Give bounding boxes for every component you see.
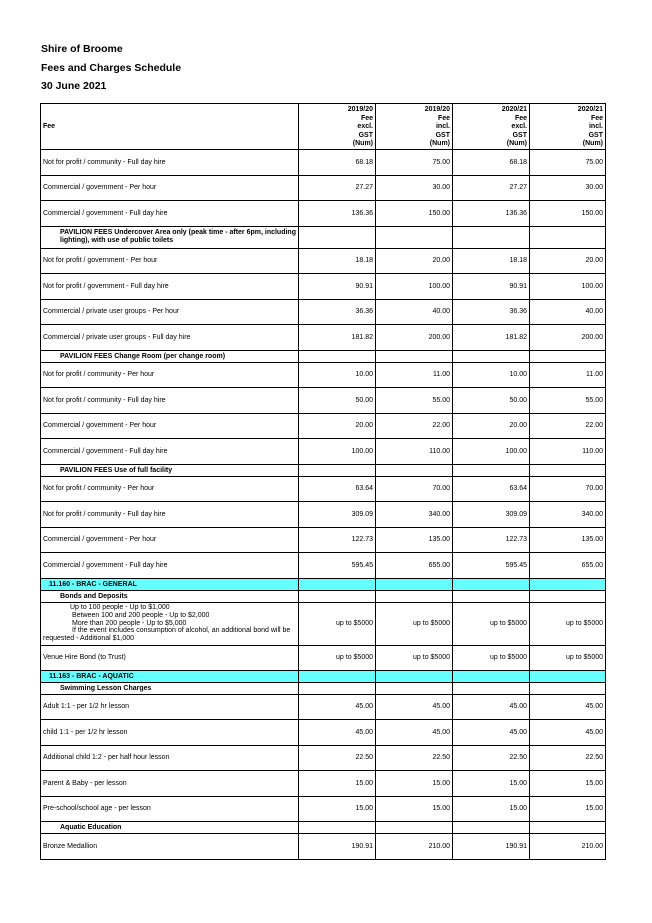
fee-2019-20-incl: 45.00 <box>376 720 453 746</box>
table-row <box>41 645 606 670</box>
fee-label: Commercial / government - Per hour <box>41 175 299 201</box>
subheading-row <box>41 226 606 248</box>
table-row <box>41 502 606 528</box>
fee-label: Not for profit / community - Full day hire <box>41 502 299 528</box>
fee-2019-20-excl: 190.91 <box>299 834 376 860</box>
header-line: (Num) <box>352 140 373 148</box>
subheading-row <box>41 682 606 694</box>
fee-label: Commercial / private user groups - Full day hire <box>41 325 299 351</box>
subheading-row <box>41 590 606 602</box>
table-row <box>41 299 606 325</box>
fee-2019-20-excl: 15.00 <box>299 796 376 822</box>
fee-2020-21-excl: 181.82 <box>453 325 530 351</box>
document-header <box>41 40 181 96</box>
fee-2020-21-excl: 45.00 <box>453 694 530 720</box>
fee-2019-20-excl: 68.18 <box>299 150 376 176</box>
fee-2020-21-incl: 40.00 <box>530 299 606 325</box>
fee-2020-21-excl: 10.00 <box>453 362 530 388</box>
fee-2020-21-incl: 20.00 <box>530 248 606 274</box>
header-line: 2020/21 <box>577 106 603 114</box>
fee-2020-21-excl: 68.18 <box>453 150 530 176</box>
organisation-name: Shire of Broome <box>41 43 123 55</box>
table-row <box>41 720 606 746</box>
fee-2019-20-excl: 100.00 <box>299 439 376 465</box>
header-line: excl. <box>511 123 527 131</box>
fee-2019-20-incl: 45.00 <box>376 694 453 720</box>
fee-label: Commercial / government - Full day hire <box>41 553 299 579</box>
fee-2020-21-incl: 15.00 <box>530 796 606 822</box>
fee-2020-21-excl: 22.50 <box>453 745 530 771</box>
fee-2019-20-incl: 40.00 <box>376 299 453 325</box>
table-row <box>41 413 606 439</box>
fee-2019-20-incl: 210.00 <box>376 834 453 860</box>
fee-2019-20-excl: 595.45 <box>299 553 376 579</box>
column-header-fee: Fee <box>41 104 299 150</box>
fee-2019-20-excl: 20.00 <box>299 413 376 439</box>
header-line: GST <box>512 131 527 139</box>
fee-label: Parent & Baby - per lesson <box>41 771 299 797</box>
fee-2019-20-excl: 27.27 <box>299 175 376 201</box>
fee-2020-21-incl: 30.00 <box>530 175 606 201</box>
fee-2020-21-incl: 15.00 <box>530 771 606 797</box>
header-line: incl. <box>588 123 603 131</box>
fee-2019-20-excl: 122.73 <box>299 527 376 553</box>
fee-2019-20-excl: up to $5000 <box>299 645 376 670</box>
table-row <box>41 771 606 797</box>
fee-label: Bronze Medallion <box>41 834 299 860</box>
document-date: 30 June 2021 <box>41 80 107 92</box>
header-line: Fee <box>437 114 450 122</box>
fee-2019-20-excl: 136.36 <box>299 201 376 227</box>
fee-label: Commercial / private user groups - Per hour <box>41 299 299 325</box>
fee-label: Not for profit / community - Per hour <box>41 476 299 502</box>
fee-2019-20-incl: 15.00 <box>376 771 453 797</box>
table-row <box>41 834 606 860</box>
fee-2019-20-excl: 22.50 <box>299 745 376 771</box>
fee-label: Not for profit / community - Full day hire <box>41 388 299 414</box>
header-line: 2020/21 <box>501 106 527 114</box>
fee-2019-20-incl: 22.50 <box>376 745 453 771</box>
fee-2020-21-incl: 45.00 <box>530 720 606 746</box>
fee-2019-20-excl: 90.91 <box>299 274 376 300</box>
fee-label: Not for profit / community - Full day hire <box>41 150 299 176</box>
header-line: Fee <box>360 114 373 122</box>
header-line: excl. <box>357 123 373 131</box>
fee-2019-20-incl: 200.00 <box>376 325 453 351</box>
fee-label: Pre-school/school age - per lesson <box>41 796 299 822</box>
fee-2020-21-excl: 136.36 <box>453 201 530 227</box>
fee-2020-21-incl: 22.50 <box>530 745 606 771</box>
table-row <box>41 602 606 645</box>
fee-2020-21-excl: 63.64 <box>453 476 530 502</box>
fee-2019-20-excl: 181.82 <box>299 325 376 351</box>
subheading-label: Aquatic Education <box>41 822 299 834</box>
document-title: Fees and Charges Schedule <box>41 61 182 74</box>
header-line: GST <box>358 131 373 139</box>
fee-2019-20-incl: up to $5000 <box>376 602 453 645</box>
subheading-row <box>41 822 606 834</box>
fee-2020-21-incl: up to $5000 <box>530 602 606 645</box>
fee-2020-21-excl: 15.00 <box>453 796 530 822</box>
fee-2019-20-incl: 55.00 <box>376 388 453 414</box>
table-row <box>41 150 606 176</box>
fee-2019-20-excl: 15.00 <box>299 771 376 797</box>
header-line: GST <box>588 131 603 139</box>
fee-2020-21-incl: 22.00 <box>530 413 606 439</box>
bond-line: Between 100 and 200 people - Up to $2,000 <box>72 611 210 619</box>
section-row <box>41 670 606 682</box>
header-line: Fee <box>590 114 603 122</box>
fee-2019-20-incl: 22.00 <box>376 413 453 439</box>
subheading-label: PAVILION FEES Change Room (per change room) <box>41 350 299 362</box>
subheading-label: PAVILION FEES Use of full facility <box>41 464 299 476</box>
subheading-label: PAVILION FEES Undercover Area only (peak time - after 6pm, including lighting), with use of public toilets <box>41 226 299 248</box>
fee-2020-21-excl: up to $5000 <box>453 645 530 670</box>
fee-2020-21-incl: 210.00 <box>530 834 606 860</box>
fee-2019-20-incl: 75.00 <box>376 150 453 176</box>
fee-2019-20-excl: 18.18 <box>299 248 376 274</box>
fee-2019-20-excl: 36.36 <box>299 299 376 325</box>
fee-2020-21-excl: 50.00 <box>453 388 530 414</box>
fee-2020-21-incl: 200.00 <box>530 325 606 351</box>
fee-2020-21-incl: 135.00 <box>530 527 606 553</box>
table-row <box>41 553 606 579</box>
table-row <box>41 175 606 201</box>
fee-label: Commercial / government - Full day hire <box>41 439 299 465</box>
fee-2020-21-incl: 340.00 <box>530 502 606 528</box>
fee-2020-21-excl: 36.36 <box>453 299 530 325</box>
fee-2020-21-excl: 309.09 <box>453 502 530 528</box>
fee-2019-20-incl: 340.00 <box>376 502 453 528</box>
fee-2019-20-incl: 150.00 <box>376 201 453 227</box>
fee-label: Additional child 1:2 - per half hour lesson <box>41 745 299 771</box>
fee-2020-21-incl: 150.00 <box>530 201 606 227</box>
table-row <box>41 274 606 300</box>
fee-label: Commercial / government - Per hour <box>41 527 299 553</box>
table-row <box>41 694 606 720</box>
column-header-2019-20-incl <box>376 104 453 150</box>
bond-line: requested - Additional $1,000 <box>43 635 135 643</box>
bond-line: Up to 100 people - Up to $1,000 <box>70 604 170 611</box>
table-header-row <box>41 104 606 150</box>
fee-2019-20-excl: 45.00 <box>299 720 376 746</box>
fee-label: Adult 1:1 - per 1/2 hr lesson <box>41 694 299 720</box>
table-row <box>41 325 606 351</box>
fee-2020-21-excl: up to $5000 <box>453 602 530 645</box>
fee-2019-20-excl: 63.64 <box>299 476 376 502</box>
fee-label: Not for profit / government - Full day hire <box>41 274 299 300</box>
section-row <box>41 578 606 590</box>
section-label: 11.163 - BRAC - AQUATIC <box>41 670 299 682</box>
fee-2020-21-incl: 110.00 <box>530 439 606 465</box>
fee-2020-21-excl: 90.91 <box>453 274 530 300</box>
column-header-2020-21-excl <box>453 104 530 150</box>
table-row <box>41 527 606 553</box>
fee-2020-21-excl: 190.91 <box>453 834 530 860</box>
fee-label: Not for profit / government - Per hour <box>41 248 299 274</box>
fee-2020-21-excl: 595.45 <box>453 553 530 579</box>
header-line: GST <box>435 131 450 139</box>
fee-2020-21-excl: 20.00 <box>453 413 530 439</box>
fee-2020-21-excl: 18.18 <box>453 248 530 274</box>
bond-line: If the event includes consumption of alcohol, an additional bond will be <box>72 627 291 635</box>
fee-2019-20-incl: 655.00 <box>376 553 453 579</box>
fee-2019-20-excl: 50.00 <box>299 388 376 414</box>
fee-2019-20-incl: 11.00 <box>376 362 453 388</box>
header-line: (Num) <box>582 140 603 148</box>
subheading-row <box>41 350 606 362</box>
fee-2019-20-incl: up to $5000 <box>376 645 453 670</box>
fee-2020-21-excl: 122.73 <box>453 527 530 553</box>
fee-2019-20-incl: 135.00 <box>376 527 453 553</box>
subheading-label: Bonds and Deposits <box>41 590 299 602</box>
fee-2019-20-excl: up to $5000 <box>299 602 376 645</box>
fee-2020-21-excl: 15.00 <box>453 771 530 797</box>
fee-label: Not for profit / community - Per hour <box>41 362 299 388</box>
fee-2020-21-incl: 70.00 <box>530 476 606 502</box>
header-line: 2019/20 <box>424 106 450 114</box>
section-label: 11.160 - BRAC - GENERAL <box>41 578 299 590</box>
fee-2020-21-incl: 11.00 <box>530 362 606 388</box>
column-header-2020-21-incl <box>530 104 606 150</box>
table-row <box>41 201 606 227</box>
fee-2020-21-excl: 45.00 <box>453 720 530 746</box>
fee-2020-21-excl: 27.27 <box>453 175 530 201</box>
table-row <box>41 796 606 822</box>
table-row <box>41 439 606 465</box>
header-line: incl. <box>435 123 450 131</box>
fee-2020-21-incl: up to $5000 <box>530 645 606 670</box>
fee-2020-21-incl: 75.00 <box>530 150 606 176</box>
bond-description <box>41 602 299 645</box>
fee-2019-20-incl: 30.00 <box>376 175 453 201</box>
table-row <box>41 388 606 414</box>
header-line: Fee <box>514 114 527 122</box>
fee-2019-20-excl: 309.09 <box>299 502 376 528</box>
table-row <box>41 476 606 502</box>
table-row <box>41 248 606 274</box>
header-line: (Num) <box>506 140 527 148</box>
fee-2019-20-incl: 15.00 <box>376 796 453 822</box>
fee-2020-21-incl: 55.00 <box>530 388 606 414</box>
fee-label: Venue Hire Bond (to Trust) <box>41 645 299 670</box>
fee-2019-20-incl: 110.00 <box>376 439 453 465</box>
fee-label: Commercial / government - Per hour <box>41 413 299 439</box>
fee-label: Commercial / government - Full day hire <box>41 201 299 227</box>
fee-2019-20-incl: 20.00 <box>376 248 453 274</box>
fee-2019-20-incl: 70.00 <box>376 476 453 502</box>
fees-table <box>40 103 606 860</box>
column-header-2019-20-excl <box>299 104 376 150</box>
table-row <box>41 362 606 388</box>
fee-2019-20-excl: 10.00 <box>299 362 376 388</box>
fee-2020-21-excl: 100.00 <box>453 439 530 465</box>
subheading-row <box>41 464 606 476</box>
fee-2020-21-incl: 100.00 <box>530 274 606 300</box>
fee-2019-20-excl: 45.00 <box>299 694 376 720</box>
bond-line: More than 200 people - Up to $5,000 <box>72 619 187 627</box>
header-line: 2019/20 <box>347 106 373 114</box>
fee-2020-21-incl: 655.00 <box>530 553 606 579</box>
subheading-label: Swimming Lesson Charges <box>41 682 299 694</box>
fee-label: child 1:1 - per 1/2 hr lesson <box>41 720 299 746</box>
header-line: (Num) <box>429 140 450 148</box>
table-row <box>41 745 606 771</box>
fee-2019-20-incl: 100.00 <box>376 274 453 300</box>
fee-2020-21-incl: 45.00 <box>530 694 606 720</box>
